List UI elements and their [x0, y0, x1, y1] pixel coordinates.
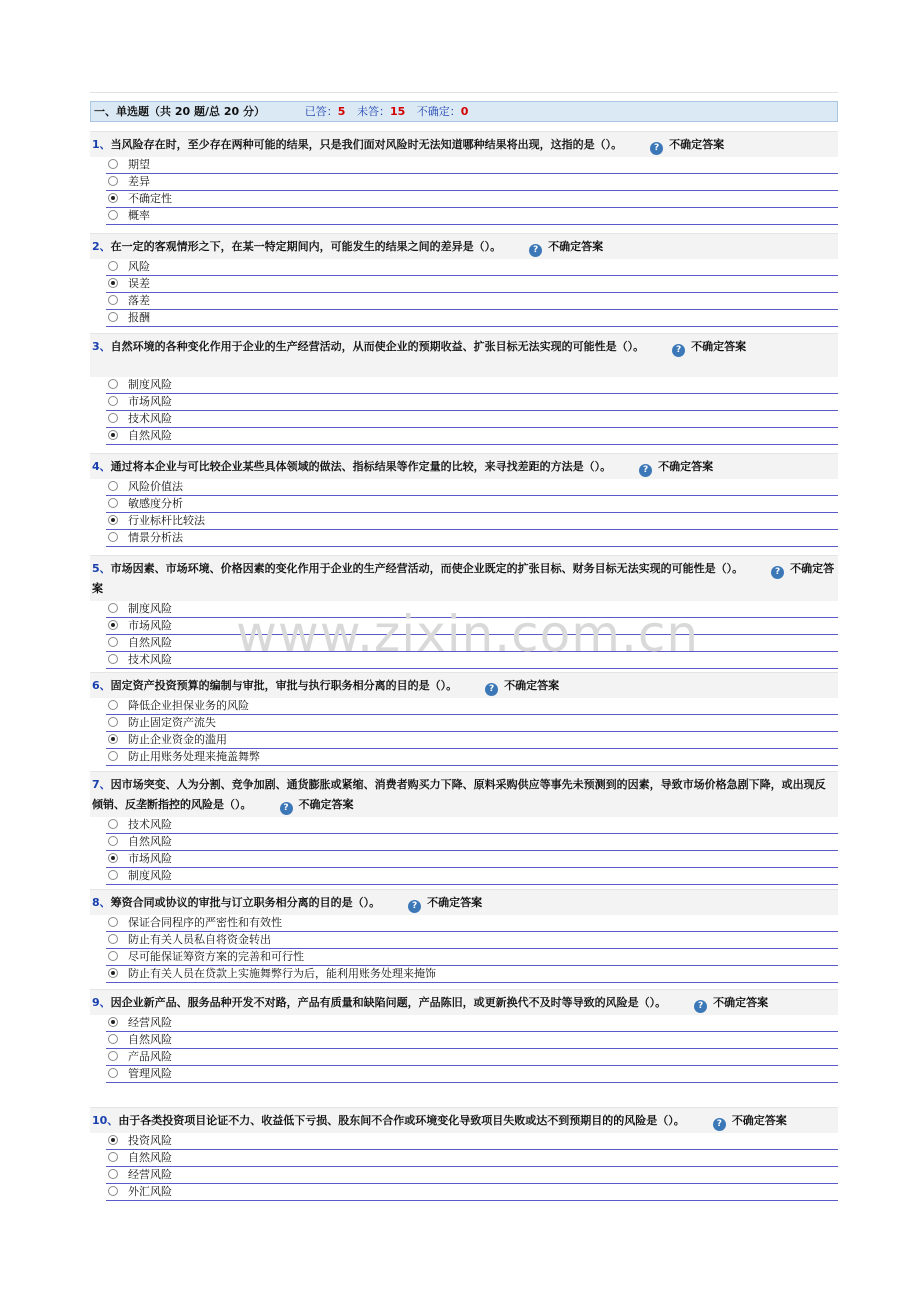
- answer-option[interactable]: [106, 698, 838, 715]
- radio-icon[interactable]: [108, 819, 118, 829]
- answer-option[interactable]: [106, 949, 838, 966]
- radio-icon[interactable]: [108, 836, 118, 846]
- question-text: 因企业新产品、服务品种开发不对路，产品有质量和缺陷问题，产品陈旧，或更新换代不及时等导致的风险是（）。: [110, 996, 667, 1009]
- radio-icon[interactable]: [108, 532, 118, 542]
- question-stem: [90, 672, 838, 698]
- option-label: 行业标杆比较法: [128, 514, 205, 527]
- question-number: 8、: [92, 896, 111, 909]
- question-stem: [90, 555, 838, 601]
- radio-icon[interactable]: [108, 1186, 118, 1196]
- answer-option[interactable]: [106, 191, 838, 208]
- radio-icon[interactable]: [108, 413, 118, 423]
- section-header: [90, 101, 838, 122]
- answer-option[interactable]: [106, 479, 838, 496]
- answer-option[interactable]: [106, 749, 838, 766]
- answer-option[interactable]: [106, 1133, 838, 1150]
- answer-option[interactable]: [106, 1150, 838, 1167]
- uncertain-answer-link[interactable]: 不确定答案: [548, 240, 604, 253]
- answer-option[interactable]: [106, 276, 838, 293]
- answer-option[interactable]: [106, 652, 838, 669]
- question-text: 通过将本企业与可比较企业某些具体领域的做法、指标结果等作定量的比较，来寻找差距的方法是（）。: [110, 460, 612, 473]
- answer-option[interactable]: [106, 966, 838, 983]
- uncertain-answer-link[interactable]: 不确定答案: [731, 1114, 787, 1127]
- answer-option[interactable]: [106, 915, 838, 932]
- radio-icon[interactable]: [108, 1068, 118, 1078]
- question-number: 2、: [92, 240, 111, 253]
- answer-option[interactable]: [106, 715, 838, 732]
- question-number: 10、: [92, 1114, 119, 1127]
- uncertain-answer-link[interactable]: 不确定答案: [658, 460, 714, 473]
- option-label: 经营风险: [128, 1168, 172, 1181]
- option-label: 风险价值法: [128, 480, 183, 493]
- option-label: 市场风险: [128, 852, 172, 865]
- watermark: www.zixin.com.cn: [236, 605, 700, 663]
- question-stem: [90, 233, 838, 259]
- answer-option[interactable]: [106, 1015, 838, 1032]
- answer-option[interactable]: [106, 428, 838, 445]
- answered-label: 已答：: [304, 105, 338, 118]
- question-block: [90, 989, 838, 1083]
- answer-option[interactable]: [106, 259, 838, 276]
- option-label: 自然风险: [128, 429, 172, 442]
- question-number: 4、: [92, 460, 111, 473]
- answer-option[interactable]: [106, 157, 838, 174]
- unanswered-label: 未答：: [356, 105, 390, 118]
- radio-icon[interactable]: [108, 261, 118, 271]
- option-label: 市场风险: [128, 619, 172, 632]
- help-icon[interactable]: ?: [694, 1000, 707, 1013]
- option-label: 不确定性: [128, 192, 172, 205]
- question-number: 3、: [92, 340, 111, 353]
- option-label: 防止固定资产流失: [128, 716, 216, 729]
- question-stem: [90, 771, 838, 817]
- answer-option[interactable]: [106, 618, 838, 635]
- option-label: 制度风险: [128, 602, 172, 615]
- radio-icon[interactable]: [108, 312, 118, 322]
- radio-icon[interactable]: [108, 176, 118, 186]
- radio-selected-icon[interactable]: [108, 193, 118, 203]
- radio-icon[interactable]: [108, 917, 118, 927]
- option-label: 降低企业担保业务的风险: [128, 699, 249, 712]
- option-label: 防止用账务处理来掩盖舞弊: [128, 750, 260, 763]
- answer-option[interactable]: [106, 208, 838, 225]
- help-icon[interactable]: ?: [650, 142, 663, 155]
- help-icon[interactable]: ?: [771, 566, 784, 579]
- uncertain-count: 0: [460, 105, 469, 118]
- answer-option[interactable]: [106, 174, 838, 191]
- question-text: 由于各类投资项目论证不力、收益低下亏损、股东间不合作或环境变化导致项目失败或达不到预期目的的风险是（）。: [118, 1114, 685, 1127]
- answer-option[interactable]: [106, 851, 838, 868]
- uncertain-answer-link[interactable]: 不确定答案: [427, 896, 483, 909]
- uncertain-label: 不确定：: [416, 105, 461, 118]
- answer-option[interactable]: [106, 1049, 838, 1066]
- question-number: 5、: [92, 562, 111, 575]
- question-number: 9、: [92, 996, 111, 1009]
- option-label: 产品风险: [128, 1050, 172, 1063]
- option-label: 制度风险: [128, 378, 172, 391]
- answer-option[interactable]: [106, 635, 838, 652]
- question-block: [90, 889, 838, 983]
- radio-selected-icon[interactable]: [108, 620, 118, 630]
- option-label: 敏感度分析: [128, 497, 183, 510]
- radio-selected-icon[interactable]: [108, 278, 118, 288]
- uncertain-answer-link[interactable]: 不确定答案: [691, 340, 747, 353]
- question-block: [90, 555, 838, 669]
- help-icon[interactable]: ?: [529, 244, 542, 257]
- uncertain-answer-link[interactable]: 不确定答案: [298, 798, 354, 811]
- answered-count: 5: [337, 105, 346, 118]
- answer-option[interactable]: [106, 377, 838, 394]
- option-label: 经营风险: [128, 1016, 172, 1029]
- answer-option[interactable]: [106, 1032, 838, 1049]
- radio-icon[interactable]: [108, 637, 118, 647]
- radio-icon[interactable]: [108, 700, 118, 710]
- option-label: 技术风险: [128, 412, 172, 425]
- option-label: 误差: [128, 277, 150, 290]
- radio-icon[interactable]: [108, 870, 118, 880]
- option-label: 管理风险: [128, 1067, 172, 1080]
- radio-icon[interactable]: [108, 1051, 118, 1061]
- option-label: 报酬: [128, 311, 150, 324]
- question-text: 固定资产投资预算的编制与审批，审批与执行职务相分离的目的是（）。: [110, 679, 458, 692]
- question-text: 筹资合同或协议的审批与订立职务相分离的目的是（）。: [110, 896, 381, 909]
- answer-option[interactable]: [106, 1167, 838, 1184]
- option-label: 差异: [128, 175, 150, 188]
- radio-icon[interactable]: [108, 1034, 118, 1044]
- option-label: 自然风险: [128, 835, 172, 848]
- option-label: 外汇风险: [128, 1185, 172, 1198]
- radio-icon[interactable]: [108, 951, 118, 961]
- option-label: 防止企业资金的滥用: [128, 733, 227, 746]
- question-text: 当风险存在时，至少存在两种可能的结果，只是我们面对风险时无法知道哪种结果将出现，这指的是（）。: [110, 138, 623, 151]
- radio-selected-icon[interactable]: [108, 1017, 118, 1027]
- radio-selected-icon[interactable]: [108, 515, 118, 525]
- option-label: 投资风险: [128, 1134, 172, 1147]
- answer-option[interactable]: [106, 394, 838, 411]
- answer-option[interactable]: [106, 932, 838, 949]
- answer-option[interactable]: [106, 732, 838, 749]
- question-block: [90, 233, 838, 327]
- radio-icon[interactable]: [108, 379, 118, 389]
- radio-icon[interactable]: [108, 396, 118, 406]
- question-text: 因市场突变、人为分割、竞争加剧、通货膨胀或紧缩、消费者购买力下降、原料采购供应等事先未预测到的因素，导致市场价格急剧下降，或出现反倾销、反垄断指控的风险是（）。: [92, 778, 826, 811]
- question-number: 1、: [92, 138, 111, 151]
- answer-option[interactable]: [106, 868, 838, 885]
- help-icon[interactable]: ?: [639, 464, 652, 477]
- answer-option[interactable]: [106, 513, 838, 530]
- question-text: 自然环境的各种变化作用于企业的生产经营活动，从而使企业的预期收益、扩张目标无法实现的可能性是（）。: [110, 340, 645, 353]
- top-divider: [90, 92, 838, 93]
- radio-icon[interactable]: [108, 717, 118, 727]
- radio-icon[interactable]: [108, 934, 118, 944]
- question-number: 7、: [92, 778, 111, 791]
- option-label: 落差: [128, 294, 150, 307]
- question-stem: [90, 889, 838, 915]
- radio-icon[interactable]: [108, 1169, 118, 1179]
- uncertain-answer-link[interactable]: 不确定答案: [504, 679, 560, 692]
- option-label: 技术风险: [128, 818, 172, 831]
- radio-icon[interactable]: [108, 1152, 118, 1162]
- radio-icon[interactable]: [108, 654, 118, 664]
- answer-option[interactable]: [106, 834, 838, 851]
- question-number: 6、: [92, 679, 111, 692]
- uncertain-answer-link[interactable]: 不确定答案: [669, 138, 725, 151]
- uncertain-answer-link[interactable]: 不确定答案: [92, 562, 835, 595]
- answer-option[interactable]: [106, 310, 838, 327]
- radio-icon[interactable]: [108, 295, 118, 305]
- section-title: 一、单选题（共 20 题/总 20 分）: [94, 105, 265, 118]
- answer-stats: [305, 105, 477, 118]
- radio-selected-icon[interactable]: [108, 1135, 118, 1145]
- radio-selected-icon[interactable]: [108, 968, 118, 978]
- help-icon[interactable]: ?: [672, 344, 685, 357]
- question-block: [90, 771, 838, 885]
- option-label: 市场风险: [128, 395, 172, 408]
- option-label: 自然风险: [128, 1151, 172, 1164]
- question-text: 在一定的客观情形之下，在某一特定期间内，可能发生的结果之间的差异是（）。: [110, 240, 502, 253]
- option-label: 保证合同程序的严密性和有效性: [128, 916, 282, 929]
- answer-option[interactable]: [106, 1066, 838, 1083]
- answer-option[interactable]: [106, 601, 838, 618]
- uncertain-answer-link[interactable]: 不确定答案: [713, 996, 769, 1009]
- question-text: 市场因素、市场环境、价格因素的变化作用于企业的生产经营活动，而使企业既定的扩张目标、财务目标无法实现的可能性是（）。: [110, 562, 744, 575]
- answer-option[interactable]: [106, 817, 838, 834]
- unanswered-count: 15: [389, 105, 406, 118]
- radio-icon[interactable]: [108, 751, 118, 761]
- option-label: 自然风险: [128, 1033, 172, 1046]
- option-label: 防止有关人员在贷款上实施舞弊行为后，能利用账务处理来掩饰: [128, 967, 436, 980]
- radio-icon[interactable]: [108, 159, 118, 169]
- question-stem: [90, 1107, 838, 1133]
- question-stem: [90, 131, 838, 157]
- option-label: 情景分析法: [128, 531, 183, 544]
- answer-option[interactable]: [106, 293, 838, 310]
- option-label: 防止有关人员私自将资金转出: [128, 933, 271, 946]
- help-icon[interactable]: ?: [280, 802, 293, 815]
- question-block: [90, 453, 838, 547]
- radio-icon[interactable]: [108, 210, 118, 220]
- answer-option[interactable]: [106, 530, 838, 547]
- option-label: 风险: [128, 260, 150, 273]
- question-block: [90, 1107, 838, 1201]
- help-icon[interactable]: ?: [485, 683, 498, 696]
- option-label: 技术风险: [128, 653, 172, 666]
- radio-icon[interactable]: [108, 498, 118, 508]
- answer-option[interactable]: [106, 411, 838, 428]
- radio-selected-icon[interactable]: [108, 853, 118, 863]
- option-label: 制度风险: [128, 869, 172, 882]
- question-block: [90, 672, 838, 766]
- radio-icon[interactable]: [108, 603, 118, 613]
- radio-selected-icon[interactable]: [108, 430, 118, 440]
- radio-icon[interactable]: [108, 481, 118, 491]
- option-label: 期望: [128, 158, 150, 171]
- option-label: 尽可能保证筹资方案的完善和可行性: [128, 950, 304, 963]
- question-stem: [90, 989, 838, 1015]
- option-label: 概率: [128, 209, 150, 222]
- answer-option[interactable]: [106, 496, 838, 513]
- question-block: [90, 131, 838, 225]
- answer-option[interactable]: [106, 1184, 838, 1201]
- question-stem: [90, 333, 838, 377]
- question-block: [90, 333, 838, 445]
- help-icon[interactable]: ?: [408, 900, 421, 913]
- option-label: 自然风险: [128, 636, 172, 649]
- help-icon[interactable]: ?: [713, 1118, 726, 1131]
- radio-selected-icon[interactable]: [108, 734, 118, 744]
- question-stem: [90, 453, 838, 479]
